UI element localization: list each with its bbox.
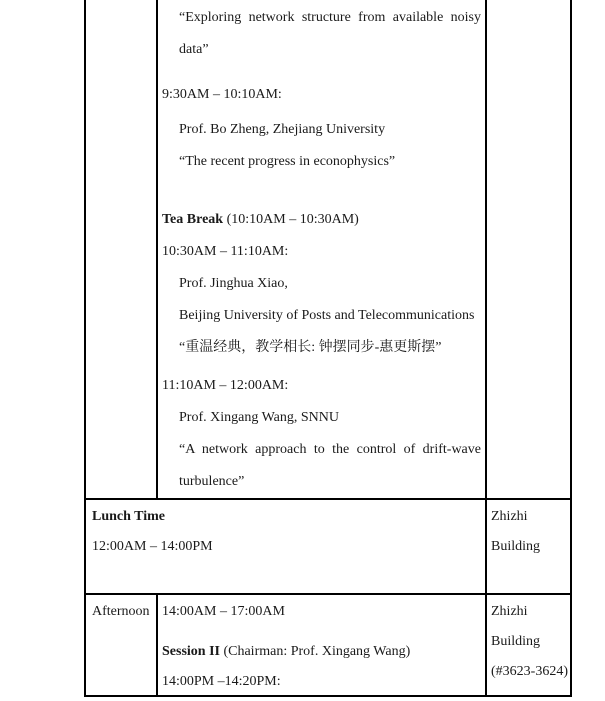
text-line: Prof. Jinghua Xiao,	[179, 276, 288, 291]
text-line: 14:00AM – 17:00AM	[162, 604, 285, 619]
lunch-time: 12:00AM – 14:00PM	[92, 539, 213, 554]
morning-session-row	[86, 0, 570, 498]
afternoon-label: Afternoon	[92, 604, 150, 619]
text-line: Session II (Chairman: Prof. Xingang Wang)	[162, 644, 411, 659]
morning-content-cell	[158, 0, 487, 498]
text-line: 11:10AM – 12:00AM:	[162, 378, 289, 393]
lunch-cell	[86, 500, 487, 593]
text-line: Prof. Bo Zheng, Zhejiang University	[179, 122, 386, 137]
text-line: “Exploring network structure from available noisy	[179, 10, 481, 25]
text-line: 14:00PM –14:20PM:	[162, 674, 281, 689]
text-line: “重温经典，教学相长: 钟摆同步-惠更斯摆”	[179, 340, 442, 355]
afternoon-location-cell	[487, 595, 570, 697]
afternoon-content-cell	[158, 595, 487, 697]
lunch-title-text: Lunch Time	[92, 509, 166, 524]
afternoon-label-cell	[86, 595, 158, 697]
morning-label-cell	[86, 0, 158, 498]
morning-location-cell	[487, 0, 570, 498]
text-line: “A network approach to the control of drift-wave	[179, 442, 481, 457]
lunch-location-cell	[487, 500, 570, 593]
text-line: Building	[491, 539, 541, 554]
text-line: Prof. Xingang Wang, SNNU	[179, 410, 339, 425]
afternoon-session-row	[86, 593, 570, 697]
text-line: Zhizhi	[491, 604, 528, 619]
text-line: “The recent progress in econophysics”	[179, 154, 396, 169]
text-line: (#3623-3624)	[491, 664, 568, 679]
lunch-row	[86, 498, 570, 593]
conference-schedule-table	[84, 0, 572, 697]
text-line: Tea Break (10:10AM – 10:30AM)	[162, 212, 359, 227]
text-line: Beijing University of Posts and Telecommunications	[179, 308, 475, 323]
text-line: data”	[179, 42, 209, 57]
text-line	[162, 178, 481, 204]
text-line: Zhizhi	[491, 509, 528, 524]
text-line: turbulence”	[179, 474, 245, 489]
text-line: 9:30AM – 10:10AM:	[162, 87, 282, 102]
text-line: Building	[491, 634, 541, 649]
text-line: 10:30AM – 11:10AM:	[162, 244, 289, 259]
lunch-title	[92, 502, 481, 532]
